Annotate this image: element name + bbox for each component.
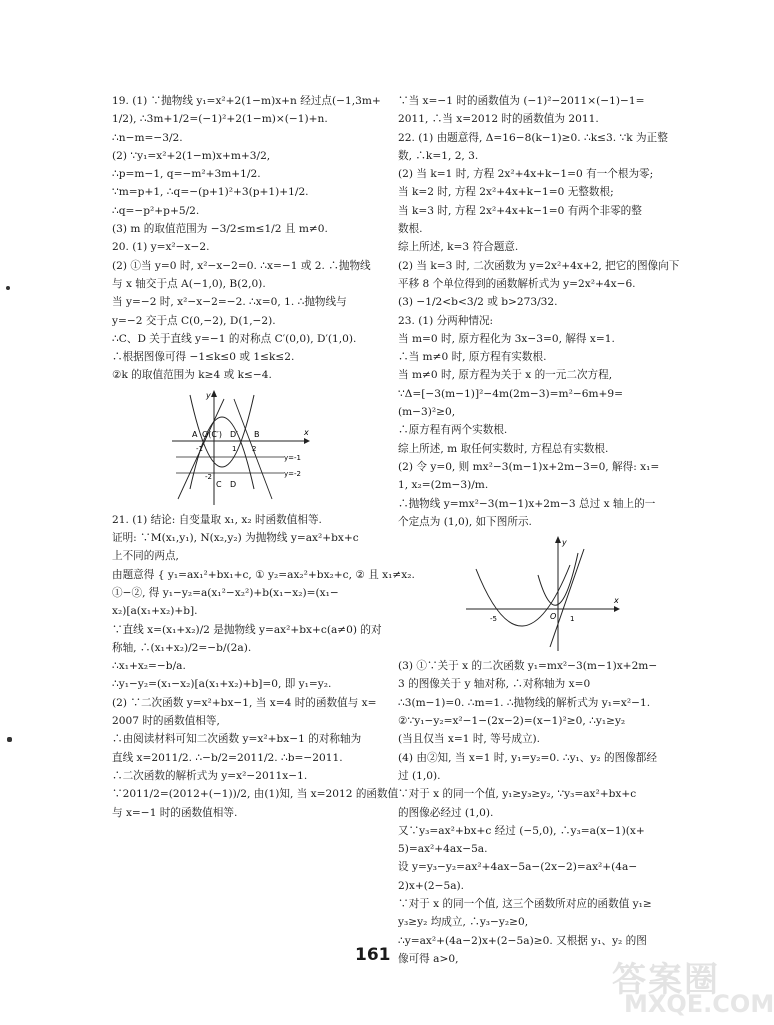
text-line: 个定点为 (1,0), 如下图所示. xyxy=(398,515,532,528)
text-line: 上不同的两点, xyxy=(112,550,179,563)
right-column xyxy=(398,92,690,968)
text-line: (3) m 的取值范围为 −3/2≤m≤1/2 且 m≠0. xyxy=(112,223,328,236)
watermark-text: 答案圈 xyxy=(612,960,720,1000)
line-y-minus-two-label: y=-2 xyxy=(284,469,301,478)
text-line: 像可得 a>0, xyxy=(398,952,459,965)
text-line: 综上所述, k=3 符合题意. xyxy=(398,241,519,254)
text-line: (2) 当 k=1 时, 方程 2x²+4x+k−1=0 有一个根为零; xyxy=(398,168,654,181)
tick-one: 1 xyxy=(232,444,237,453)
text-line: ②∵y₁−y₂=x²−1−(2x−2)=(x−1)²≥0, ∴y₁≥y₂ xyxy=(398,715,626,728)
text-line: 又∵y₃=ax²+bx+c 经过 (−5,0), ∴y₃=a(x−1)(x+ xyxy=(398,824,645,837)
text-line: 1/2), ∴3m+1/2=(−1)²+2(1−m)×(−1)+n. xyxy=(112,113,328,126)
text-line: 23. (1) 分两种情况: xyxy=(398,314,494,327)
text-line: (m−3)²≥0, xyxy=(398,406,456,419)
text-line: ∵对于 x 的同一个值, 这三个函数所对应的函数值 y₁≥ xyxy=(398,897,652,910)
text-line: (当且仅当 x=1 时, 等号成立). xyxy=(398,733,541,746)
text-line: 数根. xyxy=(398,223,423,236)
line-y-minus-one-label: y=-1 xyxy=(284,453,301,462)
text-line: 当 m≠0 时, 原方程为关于 x 的一元二次方程, xyxy=(398,369,613,382)
text-line: 2)x+(2−5a). xyxy=(398,879,465,892)
text-line: ∵当 x=−1 时的函数值为 (−1)²−2011×(−1)−1= xyxy=(398,95,645,107)
text-line: 综上所述, m 取任何实数时, 方程总有实数根. xyxy=(398,442,609,455)
text-line: 当 m=0 时, 原方程化为 3x−3=0, 解得 x=1. xyxy=(398,332,615,345)
text-line: ∴3(m−1)=0. ∴m=1. ∴抛物线的解析式为 y₁=x²−1. xyxy=(398,696,651,709)
text-line: 20. (1) y=x²−x−2. xyxy=(112,241,210,254)
text-line: 设 y=y₃−y₂=ax²+4ax−5a−(2x−2)=ax²+(4a− xyxy=(398,861,638,874)
text-line: ∵Δ=[−3(m−1)]²−4m(2m−3)=m²−6m+9= xyxy=(398,387,623,400)
text-line: (4) 由②知, 当 x=1 时, y₁=y₂=0. ∴y₁、y₂ 的图像都经 xyxy=(398,751,657,764)
text-line: (2) ∵二次函数 y=x²+bx−1, 当 x=4 时的函数值与 x= xyxy=(112,696,377,709)
text-line: ①−②, 得 y₁−y₂=a(x₁²−x₂²)+b(x₁−x₂)=(x₁− xyxy=(112,586,339,599)
tick-minus-two: -2 xyxy=(205,472,212,481)
text-line: ②k 的取值范围为 k≥4 或 k≤−4. xyxy=(112,369,272,382)
text-line: 由题意得 { y₁=ax₁²+bx₁+c, ① y₂=ax₂²+bx₂+c, ② 且 x₁≠x₂. xyxy=(112,568,415,581)
y-axis-label: y xyxy=(206,390,211,400)
text-line: 证明: ∵M(x₁,y₁), N(x₂,y₂) 为抛物线 y=ax²+bx+c xyxy=(112,532,359,545)
text-line: x₂)[a(x₁+x₂)+b]. xyxy=(112,605,198,618)
text-line: ∵2011/2=(2012+(−1))/2, 由(1)知, 当 x=2012 的函数值 xyxy=(112,788,399,801)
text-line: 2007 时的函数值相等, xyxy=(112,715,220,728)
text-line: 直线 x=2011/2. ∴−b/2=2011/2. ∴b=−2011. xyxy=(112,751,343,764)
text-line: 称轴, ∴(x₁+x₂)/2=−b/(2a). xyxy=(112,641,252,654)
text-line: ∴p=m−1, q=−m²+3m+1/2. xyxy=(112,168,261,181)
tick-one: 1 xyxy=(570,615,575,624)
point-d-label: D xyxy=(230,479,237,489)
text-line: ∴n−m=−3/2. xyxy=(112,131,183,144)
text-line: 19. (1) ∵抛物线 y₁=x²+2(1−m)x+n 经过点(−1,3m+ xyxy=(112,95,381,107)
text-line: 1, x₂=(2m−3)/m. xyxy=(398,479,489,492)
text-line: ∴根据图像可得 −1≤k≤0 或 1≤k≤2. xyxy=(112,351,295,364)
text-line: ∴当 m≠0 时, 原方程有实数根. xyxy=(398,351,547,364)
text-line: (2) ∵y₁=x²+2(1−m)x+m+3/2, xyxy=(112,149,271,162)
text-line: (2) ①当 y=0 时, x²−x−2=0. ∴x=−1 或 2. ∴抛物线 xyxy=(112,259,371,272)
text-line: 22. (1) 由题意得, Δ=16−8(k−1)≥0. ∴k≤3. ∵k 为正整 xyxy=(398,131,668,144)
point-dprime-label: D′ xyxy=(230,429,238,439)
text-line: ∴y=ax²+(4a−2)x+(2−5a)≥0. 又根据 y₁、y₂ 的图 xyxy=(398,934,647,947)
x-axis-label: x xyxy=(614,596,619,606)
text-line: y₃≥y₂ 均成立, ∴y₃−y₂≥0, xyxy=(398,916,529,929)
tick-two: 2 xyxy=(252,444,257,453)
text-line: 平移 8 个单位得到的函数解析式为 y=2x²+4x−6. xyxy=(398,277,636,290)
text-line: ∴q=−p²+p+5/2. xyxy=(112,204,200,217)
page-number: 161 xyxy=(355,945,391,965)
text-line: ∵直线 x=(x₁+x₂)/2 是抛物线 y=ax²+bx+c(a≠0) 的对 xyxy=(112,623,382,636)
tick-minus-five: -5 xyxy=(490,615,497,624)
text-line: y=−2 交于点 C(0,−2), D(1,−2). xyxy=(112,314,276,327)
text-line: (2) 令 y=0, 则 mx²−3(m−1)x+2m−3=0, 解得: x₁= xyxy=(398,460,660,473)
text-line: (3) −1/2<b<3/2 或 b>273/32. xyxy=(398,296,558,309)
text-line: ∴抛物线 y=mx²−3(m−1)x+2m−3 总过 x 轴上的一 xyxy=(398,497,656,510)
text-line: ∴C、D 关于直线 y=−1 的对称点 C′(0,0), D′(1,0). xyxy=(112,332,357,345)
parabola-graph-23 xyxy=(466,535,626,653)
watermark-logo xyxy=(612,952,774,1020)
text-line: 21. (1) 结论: 自变量取 x₁, x₂ 时函数值相等. xyxy=(112,513,322,526)
text-line: ∴二次函数的解析式为 y=x²−2011x−1. xyxy=(112,769,308,782)
margin-mark xyxy=(6,286,10,290)
point-a-label: A xyxy=(192,429,198,439)
text-line: 数, ∴k=1, 2, 3. xyxy=(398,149,479,162)
text-line: 2011, ∴当 x=2012 时的函数值为 2011. xyxy=(398,113,599,126)
text-line: ∵m=p+1, ∴q=−(p+1)²+3(p+1)+1/2. xyxy=(112,186,309,199)
point-c-label: C xyxy=(216,479,222,489)
point-o-label: O(C′) xyxy=(202,429,222,439)
y-axis-label: y xyxy=(562,538,567,548)
tick-minus-one: -1 xyxy=(196,444,203,453)
text-line: (3) ①∵关于 x 的二次函数 y₁=mx²−3(m−1)x+2m− xyxy=(398,660,658,673)
x-axis-label: x xyxy=(304,427,309,437)
text-line: 当 k=2 时, 方程 2x²+4x+k−1=0 无整数根; xyxy=(398,186,614,199)
point-b-label: B xyxy=(254,429,260,439)
margin-mark xyxy=(7,737,12,742)
text-line: 与 x 轴交于点 A(−1,0), B(2,0). xyxy=(112,277,266,290)
text-line: 与 x=−1 时的函数值相等. xyxy=(112,806,238,819)
parabola-graph-20 xyxy=(172,389,312,507)
text-line: 5)=ax²+4ax−5a. xyxy=(398,843,488,856)
text-line: ∴x₁+x₂=−b/a. xyxy=(112,660,186,673)
origin-label: O xyxy=(550,612,557,622)
text-line: 3 的图像关于 y 轴对称, ∴对称轴为 x=0 xyxy=(398,678,591,691)
text-line: 过 (1,0). xyxy=(398,769,441,782)
text-line: 当 y=−2 时, x²−x−2=−2. ∴x=0, 1. ∴抛物线与 xyxy=(112,296,347,309)
text-line: (2) 当 k=3 时, 二次函数为 y=2x²+4x+2, 把它的图像向下 xyxy=(398,259,680,272)
text-line: ∵对于 x 的同一个值, y₁≥y₃≥y₂, ∵y₃=ax²+bx+c xyxy=(398,788,637,801)
text-line: 当 k=3 时, 方程 2x²+4x+k−1=0 有两个非零的整 xyxy=(398,204,642,217)
text-line: 的图像必经过 (1,0). xyxy=(398,806,494,819)
watermark-url: MXQE.COM xyxy=(624,990,774,1018)
text-line: ∴原方程有两个实数根. xyxy=(398,424,508,437)
text-line: ∴由阅读材料可知二次函数 y=x²+bx−1 的对称轴为 xyxy=(112,733,362,746)
text-line: ∴y₁−y₂=(x₁−x₂)[a(x₁+x₂)+b]=0, 即 y₁=y₂. xyxy=(112,678,332,691)
